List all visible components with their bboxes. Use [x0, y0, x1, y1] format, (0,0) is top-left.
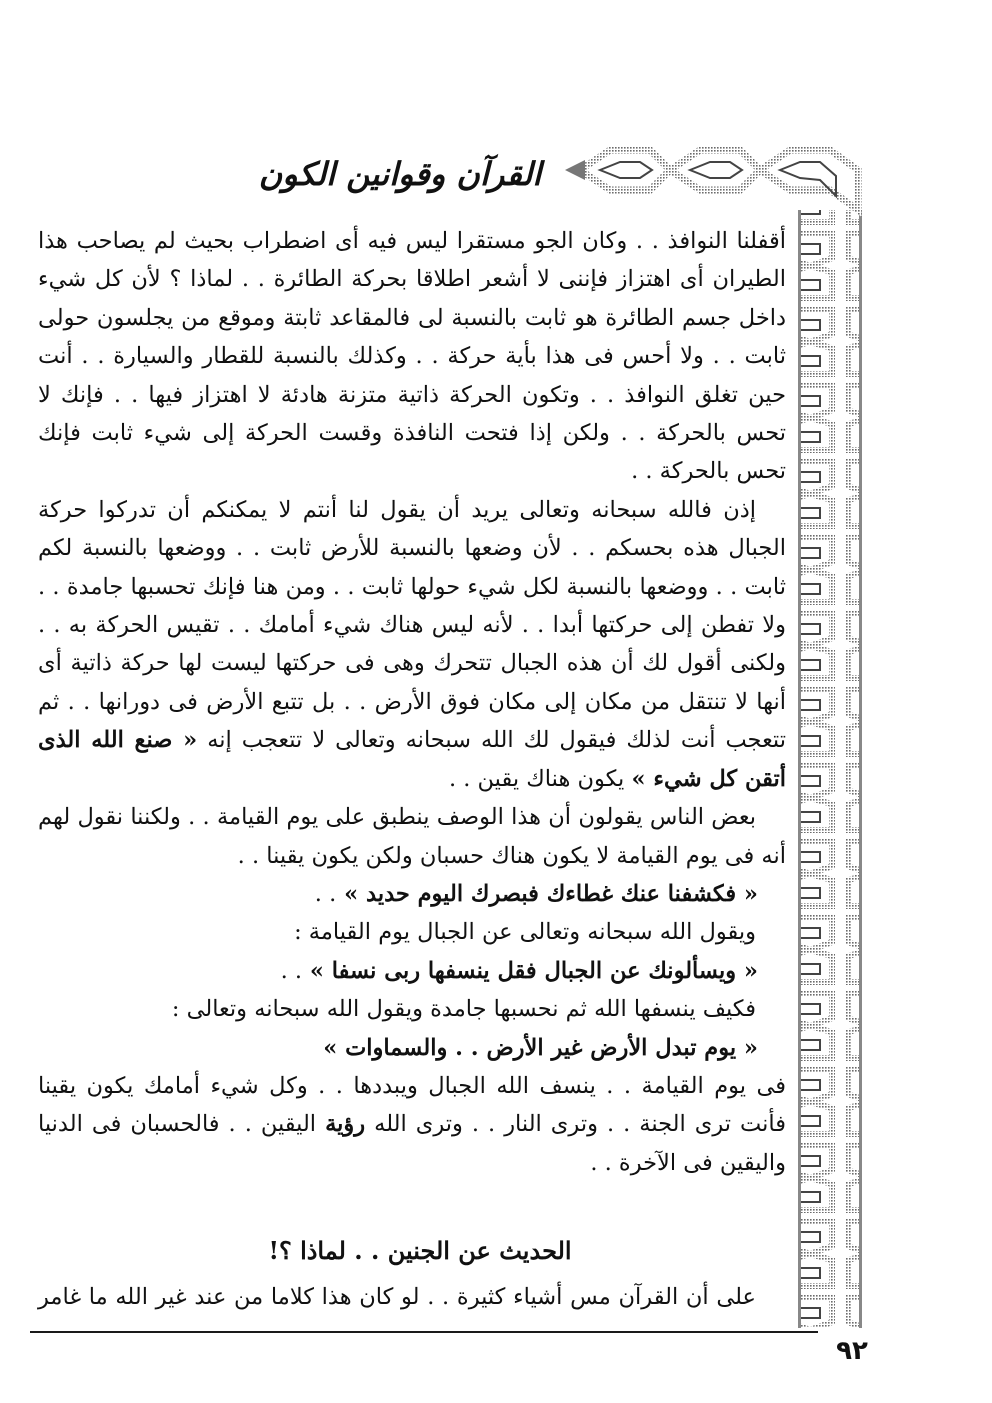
- page-title: القرآن وقوانين الكون: [258, 155, 542, 193]
- quote: « يوم تبدل الأرض غير الأرض . . والسماوات »: [323, 1034, 758, 1061]
- emphasis: رؤية: [325, 1111, 366, 1138]
- body-text: [38, 222, 786, 1182]
- quote-tail: . .: [280, 957, 303, 984]
- quote: [38, 875, 786, 913]
- braid-column: [800, 210, 860, 1328]
- section-subtitle: الحديث عن الجنين . . لماذا ؟!: [268, 1236, 572, 1265]
- paragraph: أقفلنا النوافذ . . وكان الجو مستقرا ليس فيه أى اضطراب بحيث لم يصاحب هذا الطيران أى اهتزاز فإننى لا أشعر اطلاقا بحركة الطائرة . . لماذا ؟ لأن كل شيء داخل جسم الطائرة هو ثابت بالنسبة لى فالمقاعد ثابتة وموقع من يجلسون حولى ثابت . . ولا أحس فى هذا بأية حركة . . وكذلك بالنسبة للقطار والسيارة . . أنت حين تغلق النوافذ . . وتكون الحركة ذاتية متزنة هادئة لا اهتزاز فيها . . فإنك لا تحس بالحركة . . ولكن إذا فتحت النافذة وقست الحركة إلى شيء ثابت فإنك تحس بالحركة . .: [38, 228, 786, 485]
- quote-text: « ويسألونك عن الجبال فقل ينسفها ربى نسفا »: [309, 957, 758, 984]
- braid-top: [580, 150, 858, 210]
- paragraph: [38, 491, 786, 798]
- quote-text: « فكشفنا عنك غطاءك فبصرك اليوم حديد »: [344, 880, 758, 907]
- paragraph-text: فى يوم القيامة . . ينسف الله الجبال ويبددها . . وكل شيء أمامك يكون يقينا فأنت ترى الجنة . . وترى النار . . وترى الله: [38, 1072, 786, 1138]
- quote-tail: . .: [314, 880, 337, 907]
- paragraph-text: يكون هناك يقين . .: [448, 765, 625, 792]
- quote: [38, 952, 786, 990]
- quote-inline: « صنع الله الذى أتقن كل شيء »: [38, 727, 786, 792]
- paragraph-last-line: على أن القرآن مس أشياء كثيرة . . لو كان هذا كلاما من عند غير الله ما غامر: [38, 1284, 756, 1310]
- paragraph-text: إذن فالله سبحانه وتعالى يريد أن يقول لنا أنتم لا يمكنكم أن تدركوا حركة الجبال هذه بحسكم . . لأن وضعها بالنسبة للأرض ثابت . . ووضعها بالنسبة لكم ثابت . . ووضعها بالنسبة لكل شيء حولها ثابت . . ومن هنا فإنك تحسبها جامدة . . ولا تفطن إلى حركتها أبدا . . لأنه ليس هناك شيء أمامك . . تقيس الحركة به . . ولكنى أقول لك أن هذه الجبال تتحرك وهى فى حركتها ليست لها حركة ذاتية أى أنها لا تنتقل من مكان إلى مكان فوق الأرض . . بل تتبع الأرض فى دورانها . . ثم تتعجب أنت لذلك فيقول لك الله سبحانه وتعالى لا تتعجب إنه: [38, 496, 786, 754]
- footer-rule: [30, 1331, 818, 1333]
- page-number: ٩٢: [836, 1336, 868, 1366]
- paragraph: [38, 1067, 786, 1182]
- paragraph: بعض الناس يقولون أن هذا الوصف ينطبق على يوم القيامة . . ولكننا نقول لهم أنه فى يوم القيامة لا يكون هناك حسبان ولكن يكون يقينا . .: [38, 804, 786, 869]
- paragraph-text: اليقين . . فالحسبان فى الدنيا واليقين فى الآخرة . .: [38, 1111, 786, 1176]
- paragraph: فكيف ينسفها الله ثم نحسبها جامدة ويقول الله سبحانه وتعالى :: [171, 996, 756, 1023]
- paragraph: ويقول الله سبحانه وتعالى عن الجبال يوم القيامة :: [294, 919, 756, 946]
